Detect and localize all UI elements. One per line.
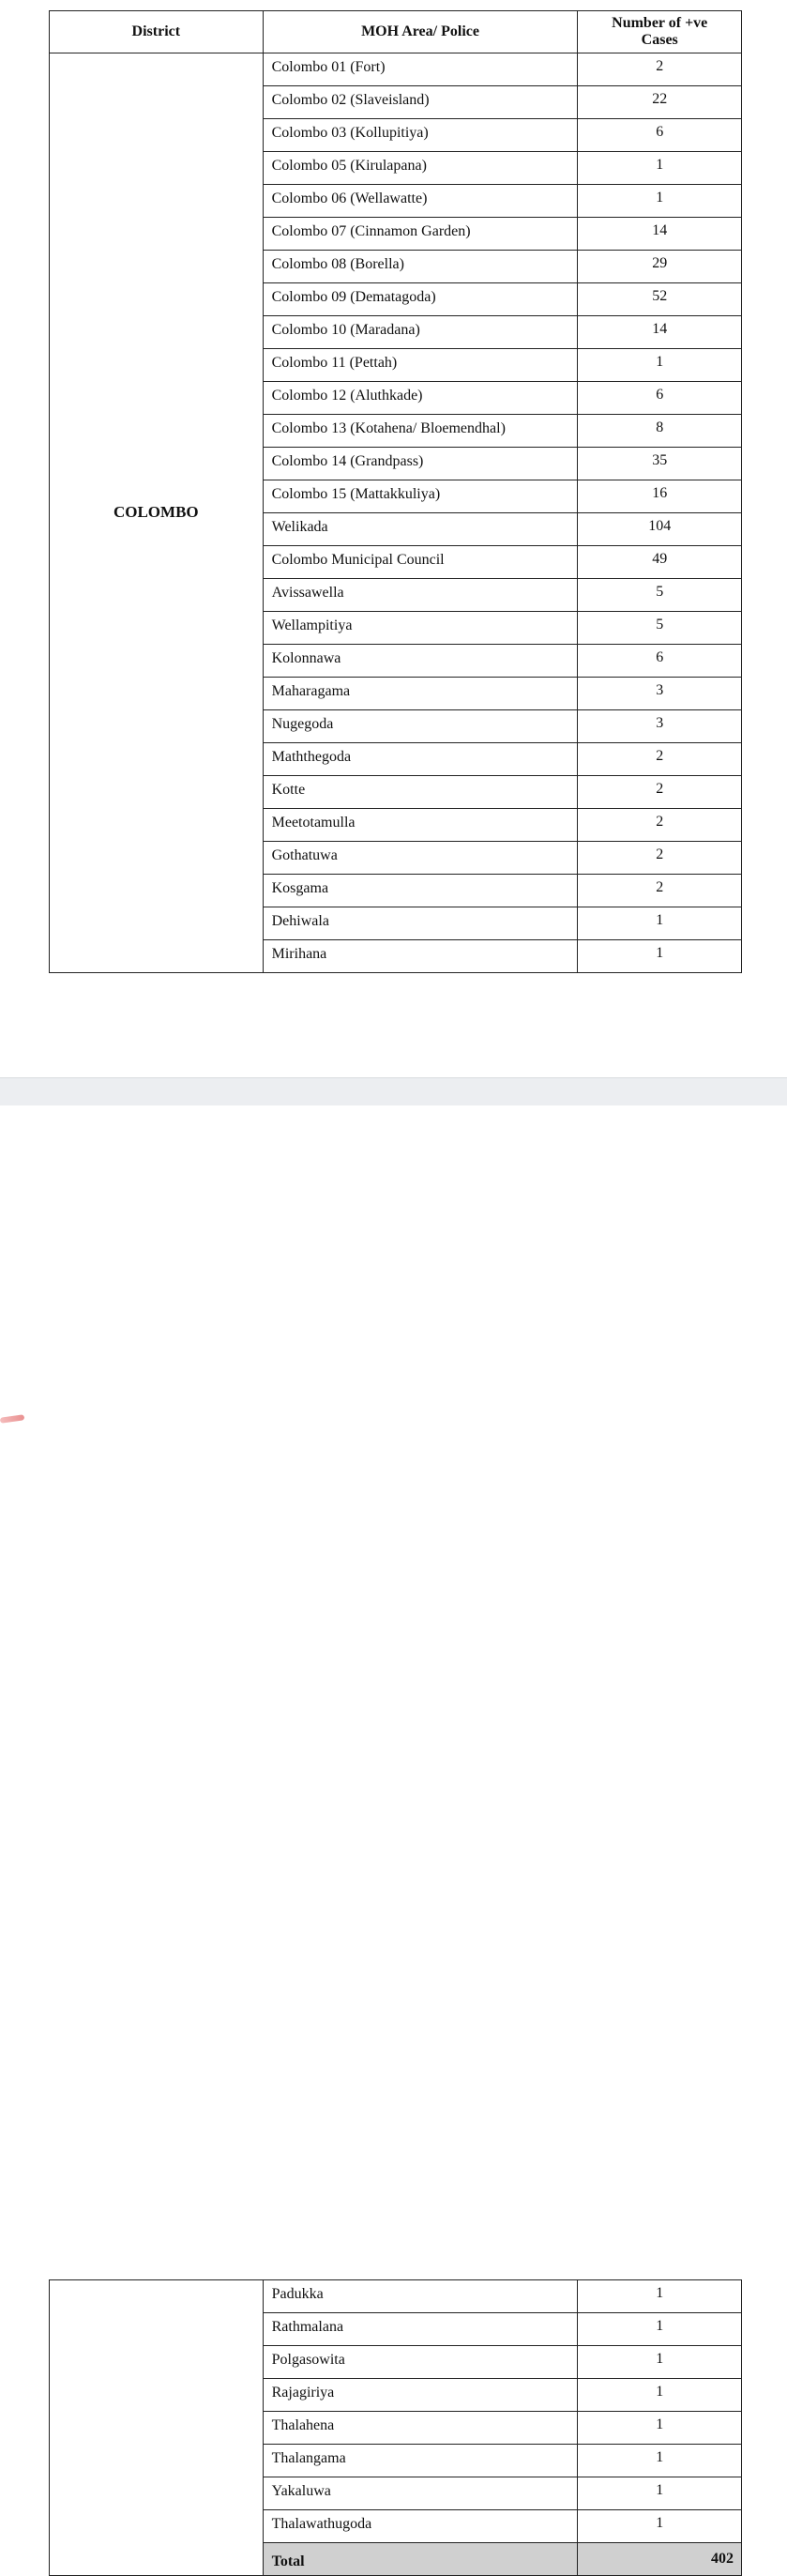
cases-table-continued [49, 2279, 742, 2576]
cases-cell: 2 [578, 53, 742, 86]
cases-cell: 2 [578, 776, 742, 809]
cases-cell: 1 [578, 349, 742, 382]
area-cell: Colombo 12 (Aluthkade) [263, 382, 578, 415]
header-district: District [50, 11, 264, 53]
area-cell: Meetotamulla [263, 809, 578, 842]
cases-cell: 2 [578, 809, 742, 842]
cases-cell: 16 [578, 480, 742, 513]
header-cases: Number of +ve Cases [578, 11, 742, 53]
area-cell: Colombo 07 (Cinnamon Garden) [263, 218, 578, 251]
area-cell: Thalahena [263, 2412, 578, 2445]
cases-cell: 1 [578, 907, 742, 940]
cases-cell: 1 [578, 2313, 742, 2346]
area-cell: Colombo 05 (Kirulapana) [263, 152, 578, 185]
area-cell: Colombo 13 (Kotahena/ Bloemendhal) [263, 415, 578, 448]
area-cell: Colombo 11 (Pettah) [263, 349, 578, 382]
area-cell: Rathmalana [263, 2313, 578, 2346]
area-cell: Kosgama [263, 875, 578, 907]
cases-cell: 1 [578, 2412, 742, 2445]
cases-cell: 6 [578, 382, 742, 415]
cases-cell: 14 [578, 316, 742, 349]
area-cell: Padukka [263, 2280, 578, 2313]
cases-cell: 29 [578, 251, 742, 283]
area-cell: Dehiwala [263, 907, 578, 940]
area-cell: Colombo 08 (Borella) [263, 251, 578, 283]
table-header-row [50, 11, 742, 53]
table-body-page-2 [50, 2280, 742, 2576]
cases-cell: 2 [578, 875, 742, 907]
page-separator [0, 1077, 787, 1107]
area-cell: Rajagiriya [263, 2379, 578, 2412]
cases-cell: 1 [578, 2510, 742, 2543]
cases-cell: 104 [578, 513, 742, 546]
area-cell: Mirihana [263, 940, 578, 973]
cases-cell: 1 [578, 2280, 742, 2313]
area-cell: Maththegoda [263, 743, 578, 776]
area-cell: Kotte [263, 776, 578, 809]
cases-cell: 1 [578, 185, 742, 218]
area-cell: Gothatuwa [263, 842, 578, 875]
area-cell: Avissawella [263, 579, 578, 612]
header-area: MOH Area/ Police [263, 11, 578, 53]
cases-cell: 35 [578, 448, 742, 480]
area-cell: Colombo 10 (Maradana) [263, 316, 578, 349]
area-cell: Colombo 02 (Slaveisland) [263, 86, 578, 119]
area-cell: Polgasowita [263, 2346, 578, 2379]
area-cell: Colombo 06 (Wellawatte) [263, 185, 578, 218]
area-cell: Thalangama [263, 2445, 578, 2477]
area-cell: Colombo 09 (Dematagoda) [263, 283, 578, 316]
cases-cell: 49 [578, 546, 742, 579]
cases-cell: 1 [578, 2477, 742, 2510]
area-cell: Colombo Municipal Council [263, 546, 578, 579]
area-cell: Colombo 15 (Mattakkuliya) [263, 480, 578, 513]
cases-cell: 2 [578, 842, 742, 875]
cases-cell: 14 [578, 218, 742, 251]
cases-cell: 6 [578, 119, 742, 152]
cases-cell: 8 [578, 415, 742, 448]
district-cell-continued [50, 2280, 264, 2576]
area-cell: Colombo 01 (Fort) [263, 53, 578, 86]
area-cell: Colombo 03 (Kollupitiya) [263, 119, 578, 152]
total-label: Total [263, 2543, 578, 2576]
cases-cell: 6 [578, 645, 742, 678]
cases-cell: 1 [578, 2346, 742, 2379]
area-cell: Thalawathugoda [263, 2510, 578, 2543]
area-cell: Kolonnawa [263, 645, 578, 678]
cases-cell: 3 [578, 710, 742, 743]
cases-cell: 22 [578, 86, 742, 119]
table-body-page-1 [50, 53, 742, 973]
cases-cell: 1 [578, 152, 742, 185]
document-page-1 [0, 0, 787, 1077]
table-row [50, 2280, 742, 2313]
cases-table [49, 10, 742, 973]
cases-cell: 2 [578, 743, 742, 776]
cases-cell: 5 [578, 579, 742, 612]
area-cell: Nugegoda [263, 710, 578, 743]
cases-cell: 1 [578, 2379, 742, 2412]
area-cell: Maharagama [263, 678, 578, 710]
cases-cell: 3 [578, 678, 742, 710]
document-page-2 [0, 1105, 787, 2569]
area-cell: Colombo 14 (Grandpass) [263, 448, 578, 480]
cases-cell: 52 [578, 283, 742, 316]
district-cell: COLOMBO [50, 53, 264, 973]
area-cell: Welikada [263, 513, 578, 546]
area-cell: Wellampitiya [263, 612, 578, 645]
cases-cell: 5 [578, 612, 742, 645]
cases-cell: 1 [578, 2445, 742, 2477]
table-row [50, 53, 742, 86]
cases-cell: 1 [578, 940, 742, 973]
total-value: 402 [578, 2543, 742, 2576]
area-cell: Yakaluwa [263, 2477, 578, 2510]
